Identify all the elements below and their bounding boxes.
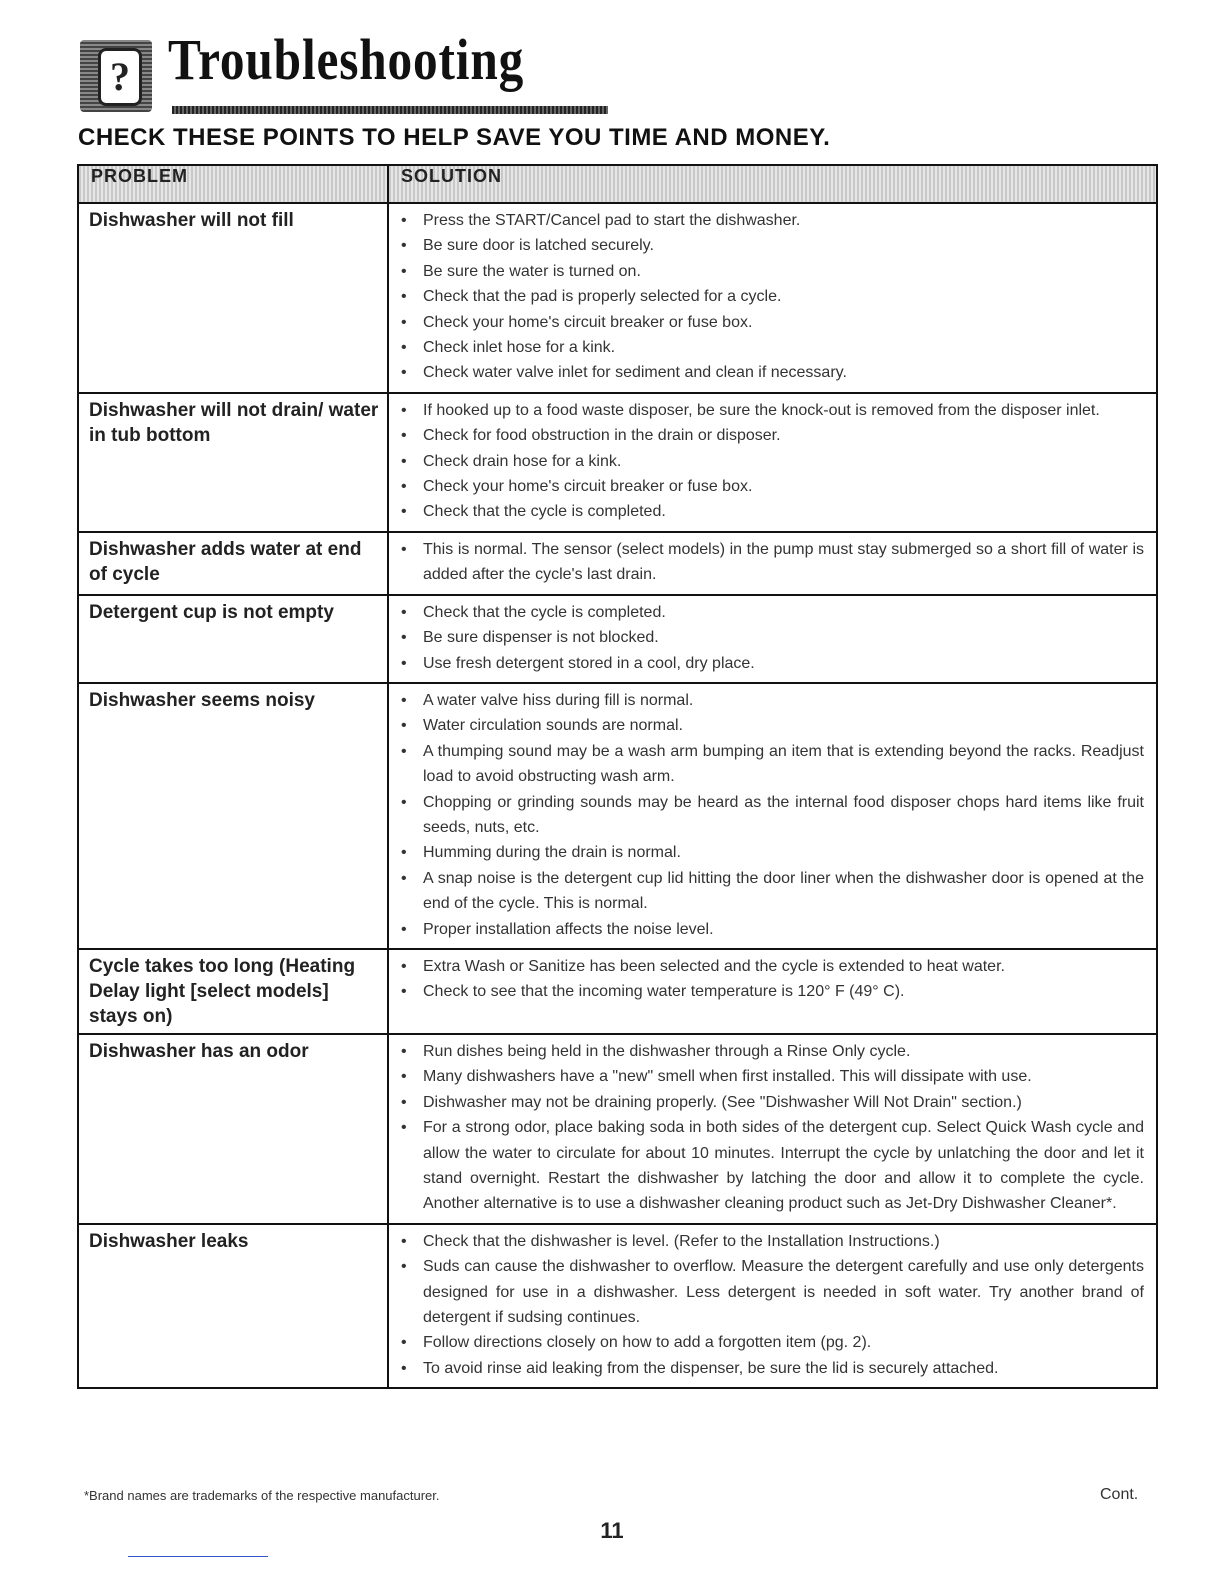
table-header-row: [78, 165, 1157, 203]
solution-cell: [388, 683, 1157, 949]
list-item: • A snap noise is the detergent cup lid hitting the door liner when the dishwasher door is opened at the end of the cycle. This is normal.: [401, 866, 1144, 917]
page-header: [80, 27, 540, 114]
continued-label: Cont.: [1100, 1486, 1139, 1503]
list-item: • Check your home's circuit breaker or fuse box.: [401, 310, 1144, 335]
table-body: [78, 203, 1157, 1388]
solution-list: [401, 1039, 1144, 1217]
title-underline: [172, 106, 608, 114]
list-item: • Proper installation affects the noise level.: [401, 917, 1144, 942]
table-row: [78, 203, 1157, 393]
list-item: • Use fresh detergent stored in a cool, dry place.: [401, 651, 1144, 676]
list-item: • To avoid rinse aid leaking from the dispenser, be sure the lid is securely attached.: [401, 1356, 1144, 1381]
divider-line: [128, 1556, 268, 1557]
problem-cell: Detergent cup is not empty: [78, 595, 388, 683]
problem-cell: Dishwasher has an odor: [78, 1034, 388, 1224]
table-row: [78, 683, 1157, 949]
list-item: • Water circulation sounds are normal.: [401, 713, 1144, 738]
solution-list: [401, 398, 1144, 525]
table-row: [78, 532, 1157, 595]
list-item: • Suds can cause the dishwasher to overflow. Measure the detergent carefully and use only detergents designed for use in a dishwasher. Less detergent is needed in soft water. Try another brand of detergent if sudsing continues.: [401, 1254, 1144, 1330]
list-item: • If hooked up to a food waste disposer, be sure the knock-out is removed from the disposer inlet.: [401, 398, 1144, 423]
list-item: • Check for food obstruction in the drain or disposer.: [401, 423, 1144, 448]
list-item: • This is normal. The sensor (select models) in the pump must stay submerged so a short fill of water is added after the cycle's last drain.: [401, 537, 1144, 588]
list-item: • A thumping sound may be a wash arm bumping an item that is extending beyond the racks. Readjust load to avoid obstructing wash arm.: [401, 739, 1144, 790]
solution-list: [401, 1229, 1144, 1381]
list-item: • Check water valve inlet for sediment and clean if necessary.: [401, 360, 1144, 385]
list-item: • Chopping or grinding sounds may be heard as the internal food disposer chops hard items like fruit seeds, nuts, etc.: [401, 790, 1144, 841]
problem-cell: Dishwasher leaks: [78, 1224, 388, 1388]
section-subtitle: CHECK THESE POINTS TO HELP SAVE YOU TIME AND MONEY.: [78, 124, 831, 151]
list-item: • Many dishwashers have a "new" smell when first installed. This will dissipate with use.: [401, 1064, 1144, 1089]
troubleshooting-table: [77, 164, 1158, 1389]
solution-list: [401, 954, 1144, 1005]
solution-cell: [388, 595, 1157, 683]
column-header-problem: PROBLEM: [78, 165, 388, 203]
problem-cell: Dishwasher adds water at end of cycle: [78, 532, 388, 595]
problem-cell: Dishwasher seems noisy: [78, 683, 388, 949]
list-item: • Check to see that the incoming water temperature is 120° F (49° C).: [401, 979, 1144, 1004]
list-item: • Check that the cycle is completed.: [401, 499, 1144, 524]
solution-cell: [388, 1224, 1157, 1388]
list-item: • Be sure the water is turned on.: [401, 259, 1144, 284]
list-item: • Check drain hose for a kink.: [401, 449, 1144, 474]
table-row: [78, 949, 1157, 1034]
solution-cell: [388, 203, 1157, 393]
list-item: • Check that the cycle is completed.: [401, 600, 1144, 625]
table-row: [78, 1224, 1157, 1388]
table-row: [78, 393, 1157, 532]
list-item: • Run dishes being held in the dishwasher through a Rinse Only cycle.: [401, 1039, 1144, 1064]
problem-cell: Dishwasher will not drain/ water in tub bottom: [78, 393, 388, 532]
solution-list: [401, 688, 1144, 942]
list-item: • Be sure door is latched securely.: [401, 233, 1144, 258]
trademark-footnote: *Brand names are trademarks of the respective manufacturer.: [84, 1488, 440, 1503]
question-mark-icon: ?: [80, 40, 152, 112]
solution-cell: [388, 949, 1157, 1034]
problem-cell: Cycle takes too long (Heating Delay light [select models] stays on): [78, 949, 388, 1034]
solution-list: [401, 208, 1144, 386]
table-row: [78, 1034, 1157, 1224]
list-item: • Check that the pad is properly selected for a cycle.: [401, 284, 1144, 309]
list-item: • Check your home's circuit breaker or fuse box.: [401, 474, 1144, 499]
list-item: • Dishwasher may not be draining properly. (See "Dishwasher Will Not Drain" section.): [401, 1090, 1144, 1115]
column-header-solution: SOLUTION: [388, 165, 1157, 203]
solution-list: [401, 537, 1144, 588]
solution-cell: [388, 1034, 1157, 1224]
solution-cell: [388, 532, 1157, 595]
table-row: [78, 595, 1157, 683]
page-title: Troubleshooting: [168, 27, 525, 92]
list-item: • A water valve hiss during fill is normal.: [401, 688, 1144, 713]
solution-list: [401, 600, 1144, 676]
list-item: • Check inlet hose for a kink.: [401, 335, 1144, 360]
list-item: • Check that the dishwasher is level. (Refer to the Installation Instructions.): [401, 1229, 1144, 1254]
solution-cell: [388, 393, 1157, 532]
page-number: 11: [600, 1518, 624, 1543]
list-item: • Be sure dispenser is not blocked.: [401, 625, 1144, 650]
list-item: • Follow directions closely on how to add a forgotten item (pg. 2).: [401, 1330, 1144, 1355]
problem-cell: Dishwasher will not fill: [78, 203, 388, 393]
list-item: • For a strong odor, place baking soda in both sides of the detergent cup. Select Quick Wash cycle and allow the water to circulate for about 10 minutes. Interrupt the cycle by unlatching the door and let it stand overnight. Restart the dishwasher by latching the door and allow it to complete the cycle. Another alternative is to use a dishwasher cleaning product such as Jet-Dry Dishwasher Cleaner*.: [401, 1115, 1144, 1217]
list-item: • Press the START/Cancel pad to start the dishwasher.: [401, 208, 1144, 233]
list-item: • Humming during the drain is normal.: [401, 840, 1144, 865]
list-item: • Extra Wash or Sanitize has been selected and the cycle is extended to heat water.: [401, 954, 1144, 979]
